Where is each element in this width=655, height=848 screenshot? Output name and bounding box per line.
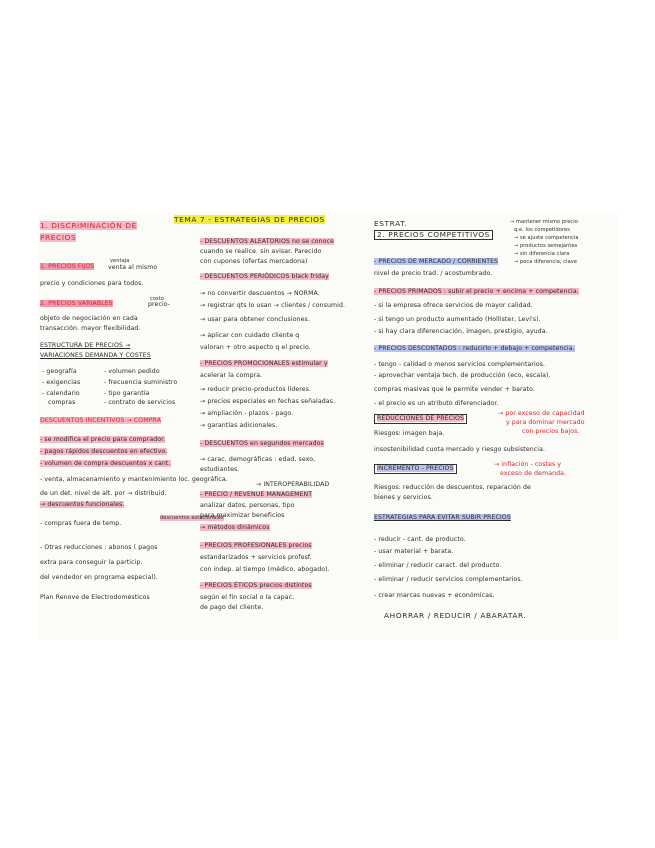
c2-line-17: → carac. demográficas : edad, sexo, (200, 456, 316, 463)
c3-line-18: ESTRATEGIAS PARA EVITAR SUBIR PRECIOS (374, 514, 511, 521)
fijos-small-note: ventaja (110, 258, 130, 264)
side-note-5: → sin diferencia clara (514, 251, 570, 257)
item-2: - pagos rápidos descuentos en efectivo. (40, 448, 168, 455)
c3-line-17: bienes y servicios. (374, 494, 433, 501)
list-right-3: - tipo garantía (104, 390, 150, 397)
list-right-1: - volumen pedido (104, 368, 160, 375)
c2-line-11: acelerar la compra. (200, 372, 263, 379)
side-note-1: → mantener mismo precio (510, 219, 578, 225)
c2-line-2: cuando se realice. sin avisar. Parecido (200, 248, 322, 255)
item-6: → descuentos funcionales. (40, 501, 125, 508)
c2-line-28: de pago del cliente. (200, 604, 264, 611)
c2-line-15: → garantías adicionales. (200, 422, 278, 429)
estrat-label: ESTRAT. (374, 219, 408, 228)
c2-line-22: → métodos dinámicos (200, 524, 270, 531)
competitivos-heading: 2. PRECIOS COMPETITIVOS (374, 230, 493, 240)
reduc-note-2: y para dominar mercado (506, 419, 585, 426)
c2-line-4: - DESCUENTOS PERIÓDICOS black friday (200, 273, 329, 280)
c2-line-23: - PRECIOS PROFESIONALES precios (200, 542, 312, 549)
variables-text: precio- (148, 301, 171, 308)
item-9: extra para conseguir la particip. (40, 559, 143, 566)
c3-line-6: - si hay clara diferenciación, imagen, prestigio, ayuda. (374, 328, 548, 335)
estructura-heading: ESTRUCTURA DE PRECIOS → (40, 342, 131, 349)
item-10: del vendedor en programa especial). (40, 574, 158, 581)
c2-line-21: para maximizar beneficios (200, 512, 285, 519)
c3-line-7: - PRECIOS DESCONTADOS : reducirlo + debajo + competencia. (374, 345, 575, 352)
precios-variables-label: 2. PRECIOS VARIABLES (40, 300, 113, 307)
c2-line-8: → aplicar con cuidado cliente q (200, 332, 300, 339)
side-note-4: → productos semejantes (514, 243, 578, 249)
c2-line-18: estudiantes. (200, 466, 240, 473)
c2-line-13: → precios especiales en fechas señaladas. (200, 398, 336, 405)
c2-line-3: con cupones (ofertas mercadona) (200, 258, 308, 265)
descuentos-incentivos: DESCUENTOS INCENTIVOS → COMPRA (40, 417, 162, 424)
c3-line-16: Riesgos: reducción de descuentos, reparación de (374, 484, 531, 491)
list-left-2: - exigencias (42, 379, 81, 386)
item-1: - se modifica el precio para comprador. (40, 436, 166, 443)
item-11: Plan Renove de Electrodomésticos (40, 594, 150, 601)
item-3: - volumen de compra descuentos x cant. (40, 460, 171, 467)
side-note-6: → poca diferencia, clave (514, 259, 578, 265)
notes-sheet (38, 212, 618, 640)
side-note-3: → se ajuste competencia (514, 235, 579, 241)
c2-line-26: - PRECIOS ÉTICOS precios distintos (200, 582, 312, 589)
c2-line-6: → registrar qts lo usan → clientes / consumid. (200, 302, 346, 309)
c2-line-20: analizar datos, personas, tipo (200, 502, 295, 509)
c3-line-20: - usar material + barata. (374, 548, 454, 555)
c3-line-12: REDUCCIONES DE PRECIOS (374, 414, 467, 424)
reduc-note-3: con precios bajos. (522, 428, 580, 435)
c2-line-5: → no convertir descuentos → NORMA. (200, 290, 320, 297)
c3-line-10: compras masivas que le permite vender + barato. (374, 386, 535, 393)
c2-line-9: valoran + otro aspecto q el precio. (200, 344, 311, 351)
list-right-4: - contrato de servicios (104, 399, 176, 406)
c3-line-23: - crear marcas nuevas + económicas. (374, 592, 495, 599)
precios-fijos-label: 1. PRECIOS FIJOS (40, 263, 95, 270)
variables-small-note: costo (150, 296, 164, 302)
c3-line-22: - eliminar / reducir servicios complementarios. (374, 576, 523, 583)
c3-line-11: - el precio es un atributo diferenciador. (374, 400, 499, 407)
c3-line-8: - tengo - calidad o menos servicios complementarios. (374, 361, 546, 368)
c3-line-9: - aprovechar ventaja tech. de producción (eco, escala). (374, 372, 551, 379)
c3-line-24: AHORRAR / REDUCIR / ABARATAR. (384, 611, 527, 620)
interoperabilidad-note: → INTEROPERABILIDAD (256, 481, 330, 488)
c3-line-14: insostenibilidad cuota mercado y riesgo subsistencia. (374, 446, 546, 453)
descuentos-estacionales: descuentos estacionales (160, 515, 224, 521)
c3-line-1: - PRECIOS DE MERCADO / CORRIENTES (374, 258, 499, 265)
side-note-2: q.e. los competidores (514, 227, 570, 233)
c2-line-7: → usar para obtener conclusiones. (200, 316, 310, 323)
list-right-2: - frecuencia suministro (104, 379, 178, 386)
page-title: TEMA 7 - ESTRATEGIAS DE PRECIOS (174, 215, 325, 224)
c3-line-2: nivel de precio trad. / acostumbrado. (374, 270, 493, 277)
item-4: - venta, almacenamiento y mantenimiento loc. geográfica. (40, 476, 228, 483)
list-left-3: - calendario (42, 390, 80, 397)
variables-text-3: transacción. mayor flexibilidad. (40, 325, 141, 332)
c2-line-27: según el fin social o la capac. (200, 594, 295, 601)
c2-line-19: - PRECIO / REVENUE MANAGEMENT (200, 491, 313, 498)
inc-note-1: → inflación - costes y (494, 461, 562, 468)
c2-line-14: → ampliación - plazos - pago. (200, 410, 294, 417)
reduc-note-1: → por exceso de capacidad (498, 410, 585, 417)
item-8: - Otras reducciones : abonos ( pagos (40, 544, 158, 551)
estructura-heading-2: VARIACIONES DEMANDA Y COSTES (40, 352, 151, 359)
list-left-4: compras (48, 399, 76, 406)
list-left-1: - geografía (42, 368, 77, 375)
fijos-text-2: precio y condiciones para todos. (40, 280, 144, 287)
heading-discriminacion-2: PRECIOS (40, 233, 77, 242)
inc-note-2: exceso de demanda. (500, 470, 567, 477)
c2-line-10: - PRECIOS PROMOCIONALES estimular y (200, 360, 328, 367)
c3-line-13: Riesgos: imagen baja. (374, 430, 445, 437)
c3-line-3: - PRECIOS PRIMADOS : subir el precio + encima + competencia. (374, 288, 579, 295)
c2-line-24: estandarizados + servicios profesf. (200, 554, 312, 561)
c2-line-16: - DESCUENTOS en segundos mercados (200, 440, 324, 447)
c2-line-12: → reducir precio-productos líderes. (200, 386, 312, 393)
c3-line-5: - si tengo un producto aumentado (Hollister, Levi's). (374, 316, 541, 323)
fijos-text: venta al mismo (108, 264, 158, 271)
variables-text-2: objeto de negociación en cada (40, 315, 138, 322)
c3-line-15: INCREMENTO - PRECIOS (374, 464, 457, 474)
item-5: de un det. nivel de alt. por → distribuid. (40, 490, 167, 497)
c2-line-1: - DESCUENTOS ALEATORIOS no se conoce (200, 238, 334, 245)
c3-line-4: - si la empresa ofrece servicios de mayor calidad. (374, 302, 533, 309)
c3-line-21: - eliminar / reducir caract. del producto. (374, 562, 502, 569)
item-7: - compras fuera de temp. (40, 520, 122, 527)
c3-line-19: - reducir - cant. de producto. (374, 536, 466, 543)
heading-discriminacion: 1. DISCRIMINACIÓN DE (40, 221, 137, 230)
c2-line-25: con indep. al tiempo (médico, abogado). (200, 566, 330, 573)
